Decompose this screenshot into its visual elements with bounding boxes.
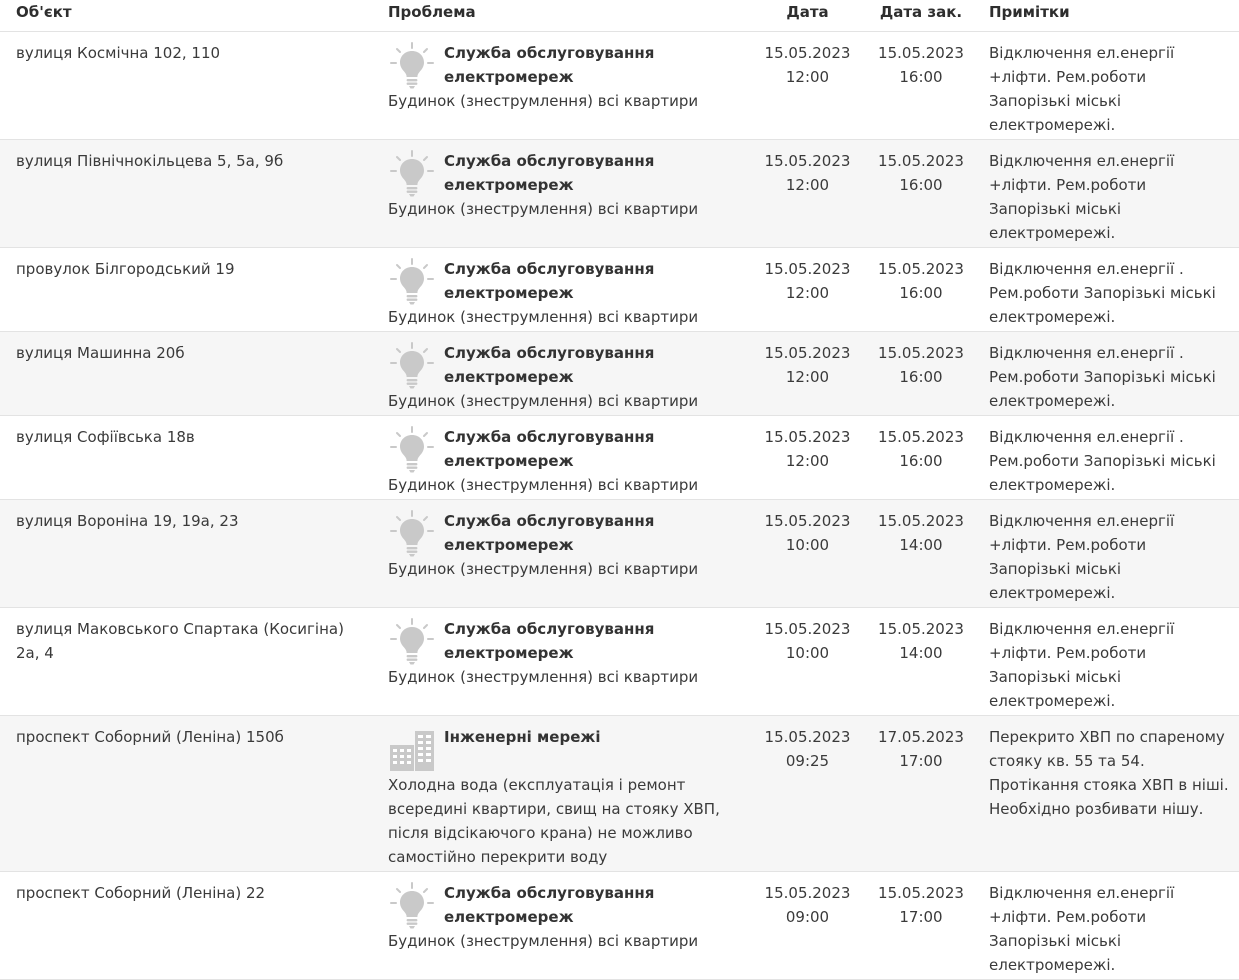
start-date: 15.05.2023 bbox=[764, 884, 851, 902]
building-icon bbox=[388, 725, 436, 773]
date-cell bbox=[752, 500, 863, 608]
notes-cell: Відключення ел.енергії +ліфти. Рем.роботи Запорізькі міські електромережі. bbox=[979, 140, 1239, 248]
close-time: 17:00 bbox=[899, 752, 943, 770]
lightbulb-icon bbox=[388, 509, 436, 557]
start-date: 15.05.2023 bbox=[764, 512, 851, 530]
close-date-cell bbox=[863, 332, 979, 416]
close-date-cell bbox=[863, 416, 979, 500]
notes-cell: Відключення ел.енергії +ліфти. Рем.роботи Запорізькі міські електромережі. bbox=[979, 872, 1239, 980]
close-date: 15.05.2023 bbox=[878, 152, 964, 170]
date-cell bbox=[752, 140, 863, 248]
close-date-cell bbox=[863, 140, 979, 248]
notes-cell: Відключення ел.енергії . Рем.роботи Запорізькі міські електромережі. bbox=[979, 416, 1239, 500]
date-cell bbox=[752, 248, 863, 332]
start-time: 10:00 bbox=[785, 644, 830, 662]
table-row[interactable] bbox=[0, 140, 1239, 248]
close-date: 15.05.2023 bbox=[878, 260, 964, 278]
date-cell bbox=[752, 32, 863, 140]
lightbulb-icon bbox=[388, 149, 436, 197]
problem-text: Будинок (знеструмлення) всі квартири bbox=[388, 392, 699, 410]
object-cell: проспект Соборний (Леніна) 22 bbox=[0, 872, 378, 980]
notes-cell: Відключення ел.енергії +ліфти. Рем.роботи Запорізькі міські електромережі. bbox=[979, 32, 1239, 140]
lightbulb-icon bbox=[388, 341, 436, 389]
problem-title: Служба обслуговування електромереж bbox=[444, 620, 655, 662]
start-date: 15.05.2023 bbox=[764, 344, 851, 362]
problem-text: Будинок (знеструмлення) всі квартири bbox=[388, 476, 699, 494]
problem-cell bbox=[378, 716, 752, 872]
object-cell: вулиця Північнокільцева 5, 5а, 9б bbox=[0, 140, 378, 248]
problem-title: Служба обслуговування електромереж bbox=[444, 344, 655, 386]
problem-title: Служба обслуговування електромереж bbox=[444, 884, 655, 926]
lightbulb-icon bbox=[388, 41, 436, 89]
start-time: 12:00 bbox=[785, 284, 830, 302]
table-header-row bbox=[0, 0, 1239, 32]
date-cell bbox=[752, 332, 863, 416]
notes-cell: Перекрито ХВП по спареному стояку кв. 55 та 54. Протікання стояка ХВП в ніші. Необхідно розбивати нішу. bbox=[979, 716, 1239, 872]
start-time: 12:00 bbox=[785, 368, 830, 386]
close-time: 14:00 bbox=[899, 644, 943, 662]
close-time: 16:00 bbox=[899, 452, 943, 470]
problem-cell bbox=[378, 32, 752, 140]
close-time: 14:00 bbox=[899, 536, 943, 554]
table-row[interactable] bbox=[0, 332, 1239, 416]
problem-title: Служба обслуговування електромереж bbox=[444, 152, 655, 194]
close-date: 15.05.2023 bbox=[878, 512, 964, 530]
problem-text: Будинок (знеструмлення) всі квартири bbox=[388, 932, 699, 950]
date-cell bbox=[752, 608, 863, 716]
problem-cell bbox=[378, 416, 752, 500]
problem-title: Служба обслуговування електромереж bbox=[444, 260, 655, 302]
object-cell: провулок Білгородський 19 bbox=[0, 248, 378, 332]
notes-cell: Відключення ел.енергії +ліфти. Рем.роботи Запорізькі міські електромережі. bbox=[979, 608, 1239, 716]
problem-text: Будинок (знеструмлення) всі квартири bbox=[388, 308, 699, 326]
close-date: 15.05.2023 bbox=[878, 620, 964, 638]
object-cell: вулиця Софіївська 18в bbox=[0, 416, 378, 500]
start-date: 15.05.2023 bbox=[764, 728, 851, 746]
lightbulb-icon bbox=[388, 257, 436, 305]
problem-title: Служба обслуговування електромереж bbox=[444, 44, 655, 86]
start-date: 15.05.2023 bbox=[764, 260, 851, 278]
notes-cell: Відключення ел.енергії +ліфти. Рем.роботи Запорізькі міські електромережі. bbox=[979, 500, 1239, 608]
header-notes[interactable]: Примітки bbox=[979, 0, 1239, 32]
problem-text: Холодна вода (експлуатація і ремонт всередині квартири, свищ на стояку ХВП, після відсікаючого крана) не можливо самостійно перекрити воду bbox=[388, 776, 720, 866]
close-time: 16:00 bbox=[899, 284, 943, 302]
close-time: 17:00 bbox=[899, 908, 943, 926]
start-date: 15.05.2023 bbox=[764, 428, 851, 446]
date-cell bbox=[752, 716, 863, 872]
problem-text: Будинок (знеструмлення) всі квартири bbox=[388, 560, 699, 578]
table-row[interactable] bbox=[0, 608, 1239, 716]
problem-title: Інженерні мережі bbox=[444, 728, 601, 746]
start-time: 10:00 bbox=[785, 536, 830, 554]
lightbulb-icon bbox=[388, 881, 436, 929]
object-cell: проспект Соборний (Леніна) 150б bbox=[0, 716, 378, 872]
notes-cell: Відключення ел.енергії . Рем.роботи Запорізькі міські електромережі. bbox=[979, 248, 1239, 332]
problem-cell bbox=[378, 140, 752, 248]
close-date-cell bbox=[863, 32, 979, 140]
close-date: 17.05.2023 bbox=[878, 728, 964, 746]
close-date: 15.05.2023 bbox=[878, 344, 964, 362]
problem-text: Будинок (знеструмлення) всі квартири bbox=[388, 92, 699, 110]
close-date: 15.05.2023 bbox=[878, 884, 964, 902]
close-date: 15.05.2023 bbox=[878, 428, 964, 446]
notes-cell: Відключення ел.енергії . Рем.роботи Запорізькі міські електромережі. bbox=[979, 332, 1239, 416]
table-row[interactable] bbox=[0, 32, 1239, 140]
close-date-cell bbox=[863, 608, 979, 716]
start-time: 12:00 bbox=[785, 176, 830, 194]
problem-text: Будинок (знеструмлення) всі квартири bbox=[388, 668, 699, 686]
header-date[interactable]: Дата bbox=[752, 0, 863, 32]
close-date-cell bbox=[863, 716, 979, 872]
object-cell: вулиця Маковського Спартака (Косигіна) 2а, 4 bbox=[0, 608, 378, 716]
problem-title: Служба обслуговування електромереж bbox=[444, 428, 655, 470]
problem-title: Служба обслуговування електромереж bbox=[444, 512, 655, 554]
problem-cell bbox=[378, 332, 752, 416]
table-row[interactable] bbox=[0, 500, 1239, 608]
header-object[interactable]: Об'єкт bbox=[0, 0, 378, 32]
lightbulb-icon bbox=[388, 425, 436, 473]
close-date-cell bbox=[863, 500, 979, 608]
table-row[interactable] bbox=[0, 416, 1239, 500]
start-date: 15.05.2023 bbox=[764, 620, 851, 638]
start-time: 12:00 bbox=[785, 452, 830, 470]
object-cell: вулиця Космічна 102, 110 bbox=[0, 32, 378, 140]
problem-cell bbox=[378, 608, 752, 716]
table-row[interactable] bbox=[0, 248, 1239, 332]
start-time: 09:00 bbox=[785, 908, 830, 926]
lightbulb-icon bbox=[388, 617, 436, 665]
start-time: 12:00 bbox=[785, 68, 830, 86]
object-cell: вулиця Вороніна 19, 19а, 23 bbox=[0, 500, 378, 608]
close-time: 16:00 bbox=[899, 368, 943, 386]
start-date: 15.05.2023 bbox=[764, 44, 851, 62]
close-time: 16:00 bbox=[899, 176, 943, 194]
close-time: 16:00 bbox=[899, 68, 943, 86]
start-time: 09:25 bbox=[785, 752, 830, 770]
close-date: 15.05.2023 bbox=[878, 44, 964, 62]
date-cell bbox=[752, 416, 863, 500]
header-problem[interactable]: Проблема bbox=[378, 0, 752, 32]
header-date-close[interactable]: Дата зак. bbox=[863, 0, 979, 32]
table-row[interactable] bbox=[0, 716, 1239, 872]
start-date: 15.05.2023 bbox=[764, 152, 851, 170]
problem-cell bbox=[378, 500, 752, 608]
problem-text: Будинок (знеструмлення) всі квартири bbox=[388, 200, 699, 218]
close-date-cell bbox=[863, 248, 979, 332]
object-cell: вулиця Машинна 20б bbox=[0, 332, 378, 416]
problem-cell bbox=[378, 248, 752, 332]
